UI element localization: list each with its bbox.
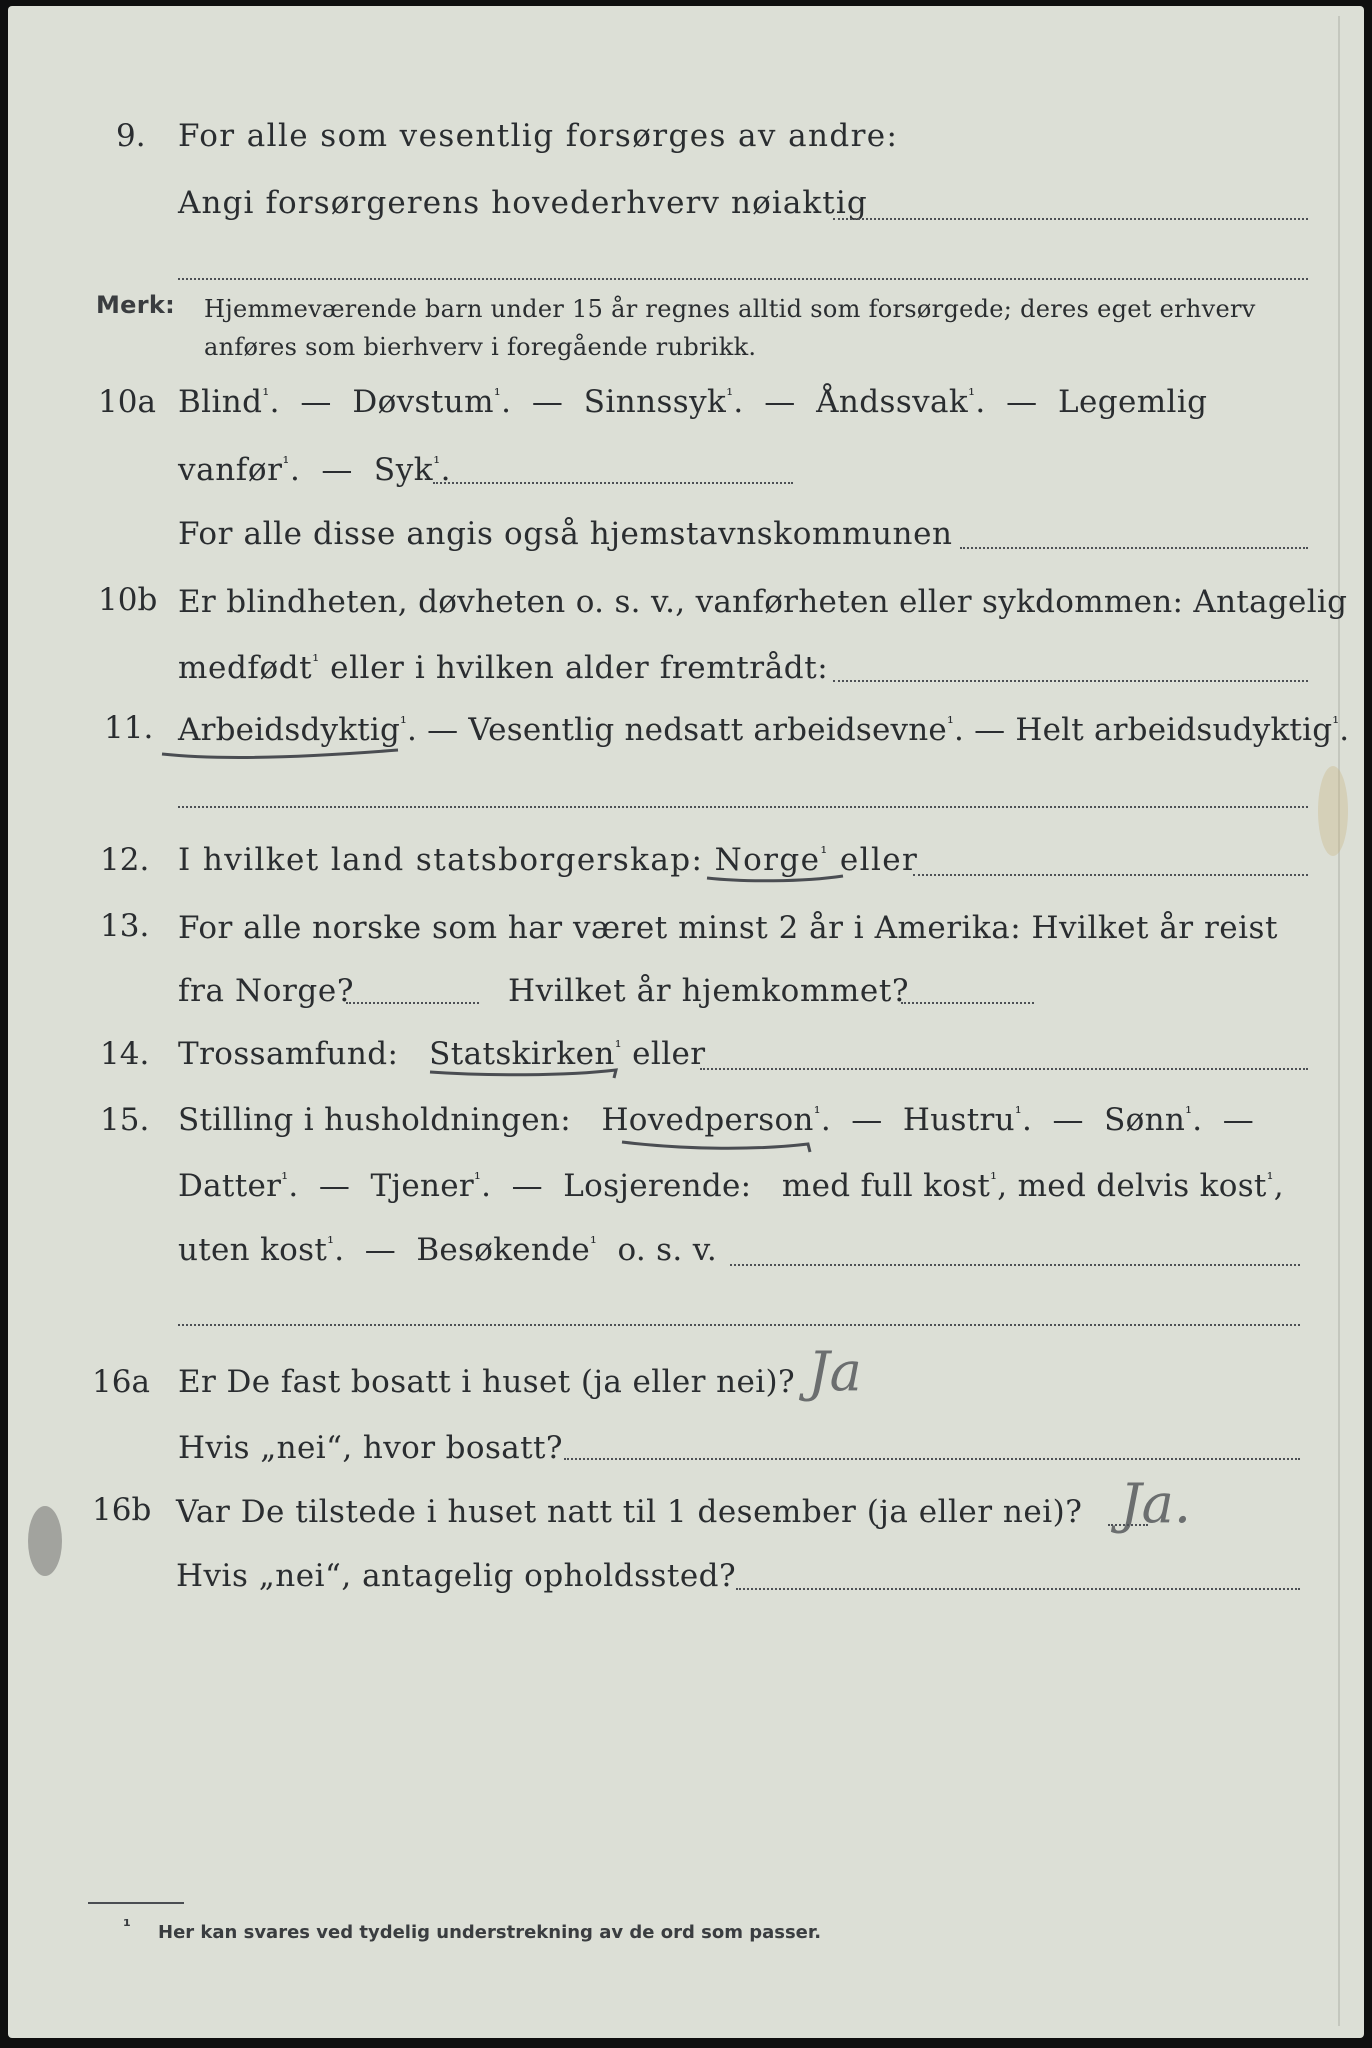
option-statskirken[interactable]: Statskirken <box>429 1036 615 1072</box>
question-text: Hvilket år hjemkommet? <box>508 973 910 1009</box>
question-options: medfødt$^{^1}$ eller i hvilken alder fremtrådt: <box>178 650 829 686</box>
question-number: 16a <box>92 1364 150 1400</box>
question-text: Er blindheten, døvheten o. s. v., vanførheten eller sykdommen: Antagelig <box>178 584 1348 620</box>
question-options: I hvilket land statsborgerskap: Norge$^{^1}$ eller <box>178 842 919 878</box>
question-options: Trossamfund: Statskirken$^{^1}$ eller <box>178 1036 706 1072</box>
underline-mark <box>618 1134 818 1158</box>
option-norge[interactable]: Norge <box>714 842 821 878</box>
footnote-text: Her kan svares ved tydelig understrekning av de ord som passer. <box>158 1922 822 1943</box>
note-text: Hjemmeværende barn under 15 år regnes alltid som forsørgede; deres eget erhverv <box>204 295 1256 323</box>
question-text: Er De fast bosatt i huset (ja eller nei)? <box>178 1364 796 1400</box>
option-sonn[interactable]: Sønn <box>1104 1102 1186 1138</box>
page-fold-line <box>1338 16 1340 2026</box>
option-tjener[interactable]: Tjener <box>370 1168 475 1204</box>
question-options: uten kost$^{^1}$. — Besøkende$^{^1}$ o. s. v. <box>178 1232 717 1268</box>
answer-line[interactable] <box>960 547 1308 549</box>
answer-line[interactable] <box>901 1002 1034 1004</box>
underline-mark <box>426 1064 626 1084</box>
footnote-rule <box>86 1900 186 1906</box>
option-hustru[interactable]: Hustru <box>902 1102 1015 1138</box>
option-uten-kost[interactable]: uten kost <box>178 1232 328 1268</box>
answer-line[interactable] <box>913 874 1308 876</box>
answer-line[interactable] <box>736 1588 1300 1590</box>
answer-line[interactable] <box>564 1458 1300 1460</box>
option-delvis-kost[interactable]: med delvis kost <box>1017 1168 1267 1204</box>
underline-mark <box>703 870 853 886</box>
question-text: Hvis „nei“, hvor bosatt? <box>178 1430 563 1466</box>
answer-line[interactable] <box>433 482 793 484</box>
option-arbeidsdyktig[interactable]: Arbeidsdyktig <box>178 712 401 748</box>
option-osv: o. s. v. <box>617 1232 717 1268</box>
question-text: fra Norge? <box>178 973 355 1009</box>
note-text: anføres som bierhverv i foregående rubrikk. <box>204 333 757 361</box>
option-andssvak[interactable]: Åndssvak <box>816 384 969 420</box>
handwritten-answer: Ja <box>808 1340 862 1403</box>
question-text: Stilling i husholdningen: <box>178 1102 571 1138</box>
footnote-marker: ¹ <box>123 1916 131 1937</box>
paper-stain <box>1318 766 1348 856</box>
question-number: 16b <box>92 1492 152 1528</box>
option-syk[interactable]: Syk <box>373 452 434 488</box>
option-full-kost[interactable]: med full kost <box>781 1168 991 1204</box>
option-datter[interactable]: Datter <box>178 1168 282 1204</box>
question-options: vanfør$^{^1}$. — Syk$^{^1}$. <box>178 452 452 488</box>
question-options: Arbeidsdyktig$^{^1}$. — Vesentlig nedsatt arbeidsevne$^{^1}$. — Helt arbeidsudyktig$^{^1}$. <box>178 712 1350 748</box>
question-text: Var De tilstede i huset natt til 1 desember (ja eller nei)? <box>176 1494 1083 1530</box>
option-blind[interactable]: Blind <box>178 384 263 420</box>
question-number: 11. <box>104 710 154 746</box>
question-text: Trossamfund: <box>178 1036 399 1072</box>
question-text: For alle norske som har været minst 2 år i Amerika: Hvilket år reist <box>178 910 1278 946</box>
option-eller: eller <box>632 1036 706 1072</box>
question-number: 15. <box>100 1102 150 1138</box>
question-number: 12. <box>100 842 150 878</box>
question-text: Hvis „nei“, antagelig opholdssted? <box>176 1558 737 1594</box>
option-eller: eller <box>839 842 919 878</box>
option-vesentlig-nedsatt[interactable]: Vesentlig nedsatt arbeidsevne <box>468 712 947 748</box>
question-options: Blind$^{^1}$. — Døvstum$^{^1}$. — Sinnssyk$^{^1}$. — Åndssvak$^{^1}$. — Legemlig <box>178 384 1208 420</box>
option-vanfor[interactable]: vanfør <box>178 452 283 488</box>
question-number: 13. <box>100 908 150 944</box>
question-number: 10b <box>98 582 158 618</box>
question-text: eller i hvilken alder fremtrådt: <box>330 650 829 686</box>
question-text: For alle disse angis også hjemstavnskommunen <box>178 516 953 552</box>
paper-stain <box>28 1506 62 1576</box>
note-label: Merk: <box>96 291 176 319</box>
question-text: Angi forsørgerens hovederhverv nøiaktig <box>178 185 868 221</box>
census-form-page <box>8 6 1364 2038</box>
answer-line[interactable] <box>346 1002 479 1004</box>
question-number: 14. <box>100 1036 150 1072</box>
question-number: 10a <box>98 384 156 420</box>
question-number: 9. <box>116 118 146 154</box>
question-text: For alle som vesentlig forsørges av andre: <box>178 118 899 154</box>
question-text: I hvilket land statsborgerskap: <box>178 842 704 878</box>
option-medfodt[interactable]: medfødt <box>178 650 313 686</box>
question-options: Stilling i husholdningen: Hovedperson$^{^1}$. — Hustru$^{^1}$. — Sønn$^{^1}$. — <box>178 1102 1255 1138</box>
answer-line[interactable] <box>833 218 1308 220</box>
underline-mark <box>158 744 408 764</box>
option-helt-arbeidsudyktig[interactable]: Helt arbeidsudyktig <box>1015 712 1333 748</box>
answer-line[interactable] <box>1108 1524 1148 1526</box>
option-dovstum[interactable]: Døvstum <box>352 384 494 420</box>
option-hovedperson[interactable]: Hovedperson <box>601 1102 814 1138</box>
option-losjerende[interactable]: Losjerende: <box>563 1168 752 1204</box>
option-besokende[interactable]: Besøkende <box>416 1232 591 1268</box>
question-options: Datter$^{^1}$. — Tjener$^{^1}$. — Losjerende: med full kost$^{^1}$, med delvis kost$^{^1}$, <box>178 1168 1284 1204</box>
answer-line[interactable] <box>833 680 1308 682</box>
answer-line[interactable] <box>178 278 1308 280</box>
handwritten-answer: Ja. <box>1120 1472 1192 1535</box>
answer-line[interactable] <box>178 806 1308 808</box>
answer-line[interactable] <box>178 1324 1300 1326</box>
option-sinnssyk[interactable]: Sinnssyk <box>583 384 727 420</box>
answer-line[interactable] <box>700 1068 1308 1070</box>
answer-line[interactable] <box>730 1264 1300 1266</box>
option-legemlig[interactable]: Legemlig <box>1058 384 1208 420</box>
